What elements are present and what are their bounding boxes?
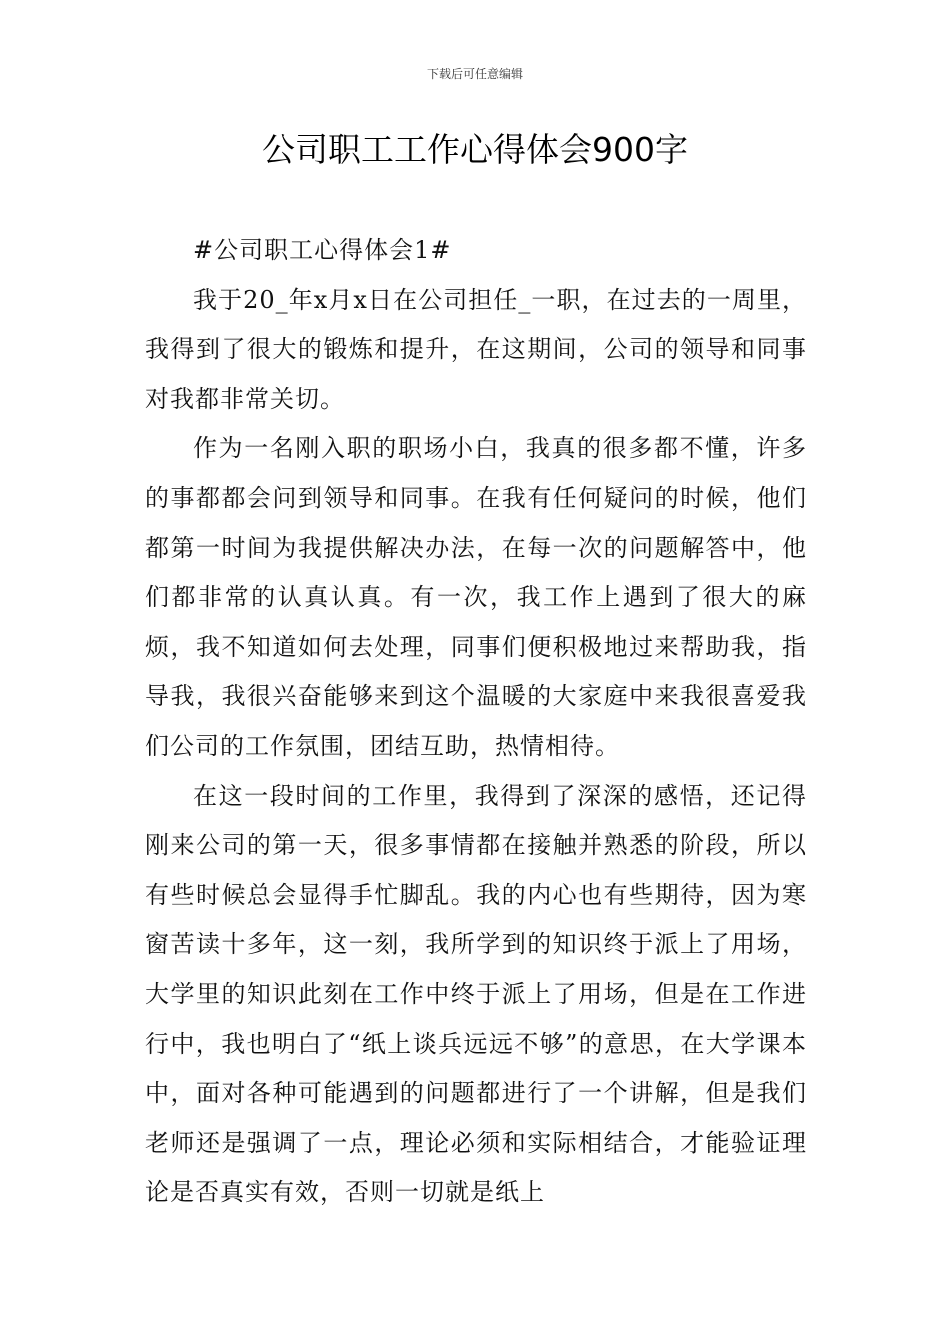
paragraph-colleagues: 作为一名刚入职的职场小白，我真的很多都不懂，许多的事都都会问到领导和同事。在我有任何疑问的时候，他们都第一时间为我提供解决办法，在每一次的问题解答中，他们都非常的认真认真。有一次，我工作上遇到了很大的麻烦，我不知道如何去处理，同事们便积极地过来帮助我，指导我，我很兴奋能够来到这个温暖的大家庭中来我很喜爱我们公司的工作氛围，团结互助，热情相待。 <box>145 434 807 760</box>
paragraph-intro: 我于20_年x月x日在公司担任_一职，在过去的一周里，我得到了很大的锻炼和提升，在这期间，公司的领导和同事对我都非常关切。 <box>145 285 807 413</box>
document-body <box>145 226 807 1218</box>
paragraph-reflection: 在这一段时间的工作里，我得到了深深的感悟，还记得刚来公司的第一天，很多事情都在接触并熟悉的阶段，所以有些时候总会显得手忙脚乱。我的内心也有些期待，因为寒窗苦读十多年，这一刻，我所学到的知识终于派上了用场，大学里的知识此刻在工作中终于派上了用场，但是在工作进行中，我也明白了“纸上谈兵远远不够”的意思，在大学课本中，面对各种可能遇到的问题都进行了一个讲解，但是我们老师还是强调了一点，理论必须和实际相结合，才能验证理论是否真实有效，否则一切就是纸上 <box>145 781 807 1207</box>
document-title: 公司职工工作心得体会900字 <box>262 130 688 169</box>
header-note: 下载后可任意编辑 <box>426 67 523 81</box>
paragraph-section-heading: #公司职工心得体会1# <box>193 236 452 264</box>
